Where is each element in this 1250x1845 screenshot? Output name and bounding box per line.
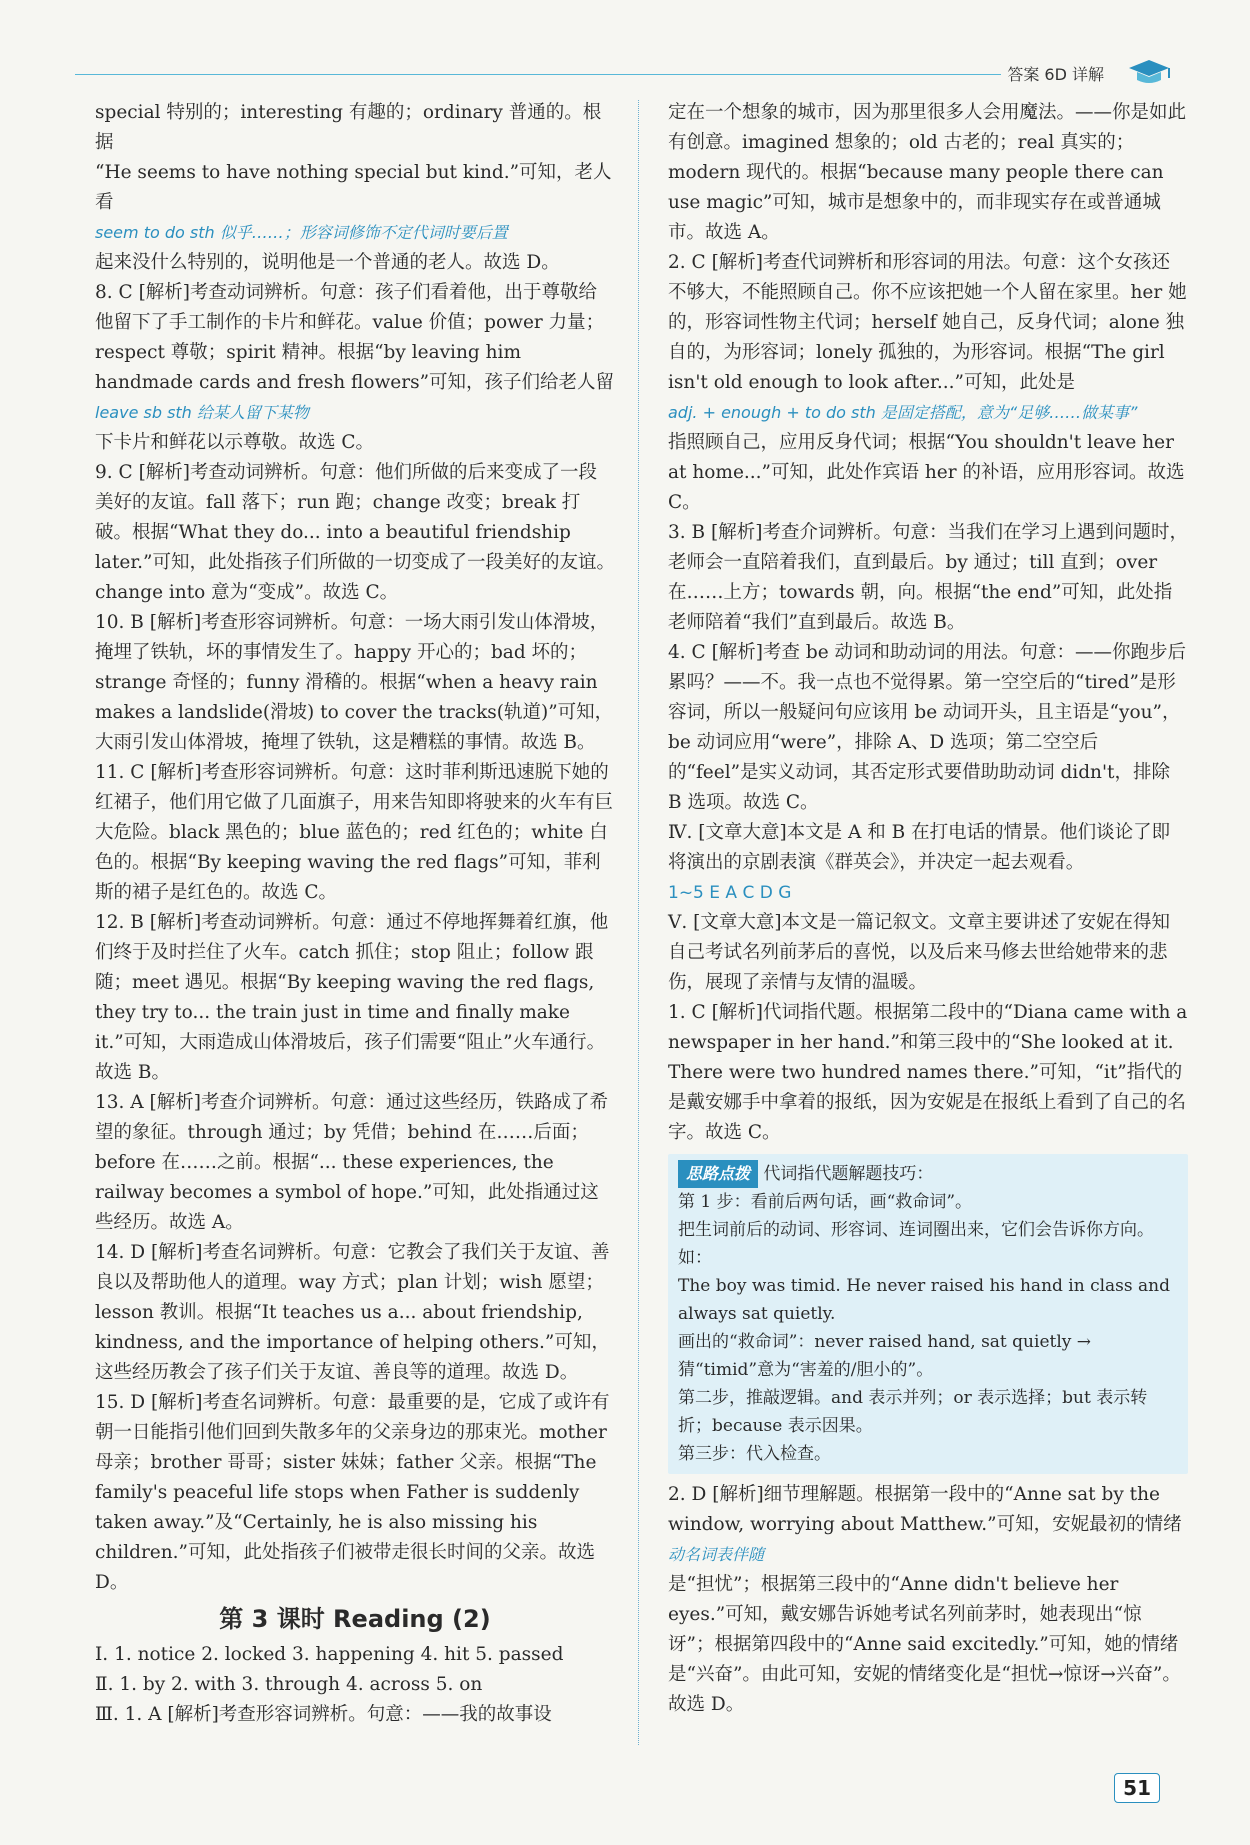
- page-number: 51: [1114, 1773, 1160, 1803]
- column-divider: [638, 100, 639, 1745]
- answer-V-2-cont: 是“担忧”；根据第三段中的“Anne didn't believe her eyes.”可知，戴安娜告诉她考试名列前茅时，她表现出“惊讶”；根据第四段中的“Anne said excitedly.”可知，她的情绪是“兴奋”。由此可知，安妮的情绪变化是“担忧→惊讶→兴奋”。故选 D。: [668, 1574, 1181, 1715]
- answers-IV-key: 1~5 E A C D G: [668, 883, 792, 903]
- left-note-0: seem to do sth 似乎……；形容词修饰不定代词时要后置: [95, 223, 508, 242]
- answer-10: 10. B [解析]考查形容词辨析。句意：一场大雨引发山体滑坡，掩埋了铁轨，坏的事情发生了。happy 开心的；bad 坏的；strange 奇怪的；funny 滑稽的。根据“when a heavy rain makes a landslide(滑坡) to cover the tracks(轨道)”可知，大雨引发山体滑坡，掩埋了铁轨，这是糟糕的事情。故选 B。: [95, 612, 614, 753]
- answer-15: 15. D [解析]考查名词辨析。句意：最重要的是，它成了或许有朝一日能指引他们回到失散多年的父亲身边的那束光。mother 母亲；brother 哥哥；sister 妹妹；father 父亲。根据“The family's peaceful life stops when Father is suddenly taken away.”及“Certainly, he is also missing his children.”可知，此处指孩子们被带走很长时间的父亲。故选 D。: [95, 1392, 610, 1593]
- answer-III-2: 2. C [解析]考查代词辨析和形容词的用法。句意：这个女孩还不够大，不能照顾自己。你不应该把她一个人留在家里。her 她的，形容词性物主代词；herself 她自己，反身代词；alone 独自的，为形容词；lonely 孤独的，为形容词。根据“The girl isn't old enough to look after...”可知，此处是: [668, 252, 1187, 393]
- answers-II: Ⅱ. 1. by 2. with 3. through 4. across 5. on: [95, 1674, 483, 1695]
- answer-9: 9. C [解析]考查动词辨析。句意：他们所做的后来变成了一段美好的友谊。fall 落下；run 跑；change 改变；break 打破。根据“What they do... into a beautiful friendship later.”可知，此处指孩子们所做的一切变成了一段美好的友谊。change into 意为“变成”。故选 C。: [95, 462, 615, 603]
- answer-11: 11. C [解析]考查形容词辨析。句意：这时菲利斯迅速脱下她的红裙子，他们用它做了几面旗子，用来告知即将驶来的火车有巨大危险。black 黑色的；blue 蓝色的；red 红色的；white 白色的。根据“By keeping waving the red flags”可知，菲利斯的裙子是红色的。故选 C。: [95, 762, 614, 903]
- tip-title: 代词指代题解题技巧：: [763, 1164, 934, 1184]
- tip-label: 思路点拨: [678, 1160, 758, 1188]
- tip-line: 第 1 步：看前后两句话，画“救命词”。: [678, 1192, 973, 1212]
- left-note-1: leave sb sth 给某人留下某物: [95, 403, 309, 422]
- tip-box: [668, 1154, 1188, 1474]
- header-rule: [75, 74, 1050, 75]
- left-line-6: 下卡片和鲜花以示尊敬。故选 C。: [95, 432, 375, 453]
- tip-line: 把生词前后的动词、形容词、连词圈出来，它们会告诉你方向。如：: [678, 1220, 1154, 1268]
- left-line-1: “He seems to have nothing special but kind.”可知，老人看: [95, 162, 612, 213]
- answers-III: Ⅲ. 1. A [解析]考查形容词辨析。句意：——我的故事设: [95, 1704, 552, 1725]
- answer-V-1: 1. C [解析]代词指代题。根据第二段中的“Diana came with a newspaper in her hand.”和第三段中的“She looked at it. There were two hundred names there.”可知，“it”指代的是戴安娜手中拿着的报纸，因为安妮是在报纸上看到了自己的名字。故选 C。: [668, 1002, 1188, 1143]
- right-note-1: 动名词表伴随: [668, 1545, 765, 1564]
- answer-III-4: 4. C [解析]考查 be 动词和助动词的用法。句意：——你跑步后累吗？——不。我一点也不觉得累。第一空空后的“tired”是形容词，所以一般疑问句应该用 be 动词开头，且主语是“you”，be 动词应用“were”，排除 A、D 选项；第二空空后的“feel”是实义动词，其否定形式要借助助动词 didn't，排除 B 选项。故选 C。: [668, 642, 1187, 813]
- answer-IV: Ⅳ. [文章大意]本文是 A 和 B 在打电话的情景。他们谈论了即将演出的京剧表演《群英会》，并决定一起去观看。: [668, 822, 1171, 873]
- answer-III-3: 3. B [解析]考查介词辨析。句意：当我们在学习上遇到问题时，老师会一直陪着我们，直到最后。by 通过；till 直到；over 在……上方；towards 朝，向。根据“the end”可知，此处指老师陪着“我们”直到最后。故选 B。: [668, 522, 1188, 633]
- tip-line: The boy was timid. He never raised his hand in class and always sat quietly.: [678, 1276, 1171, 1324]
- right-line-0: 定在一个想象的城市，因为那里很多人会用魔法。——你是如此有创意。imagined 想象的；old 古老的；real 真实的；modern 现代的。根据“because many people there can use magic”可知，城市是想象中的，而非现实存在或普通城市。故选 A。: [668, 102, 1187, 243]
- right-line-3: 指照顾自己，应用反身代词；根据“You shouldn't leave her at home...”可知，此处作宾语 her 的补语，应用形容词。故选 C。: [668, 432, 1185, 513]
- tip-line: 第三步：代入检查。: [678, 1444, 831, 1464]
- section-title: 第 3 课时 Reading (2): [219, 1605, 491, 1633]
- left-line-3: 起来没什么特别的，说明他是一个普通的老人。故选 D。: [95, 252, 560, 273]
- right-note-0: adj. + enough + to do sth 是固定搭配，意为“足够……做某事”: [668, 403, 1138, 422]
- left-line-0: special 特别的；interesting 有趣的；ordinary 普通的。根据: [95, 102, 602, 153]
- left-column: [95, 98, 615, 1730]
- answer-V-2: 2. D [解析]细节理解题。根据第一段中的“Anne sat by the window, worrying about Matthew.”可知，安妮最初的情绪: [668, 1484, 1182, 1535]
- answer-V: Ⅴ. [文章大意]本文是一篇记叙文。文章主要讲述了安妮在得知自己考试名列前茅后的喜悦，以及后来马修去世给她带来的悲伤，展现了亲情与友情的温暖。: [668, 912, 1171, 993]
- graduation-cap-icon: [1123, 58, 1175, 86]
- right-column: [668, 98, 1188, 1720]
- answer-13: 13. A [解析]考查介词辨析。句意：通过这些经历，铁路成了希望的象征。through 通过；by 凭借；behind 在……后面；before 在……之前。根据“... these experiences, the railway becomes a symbol of hope.”可知，此处指通过这些经历。故选 A。: [95, 1092, 608, 1233]
- answer-14: 14. D [解析]考查名词辨析。句意：它教会了我们关于友谊、善良以及帮助他人的道理。way 方式；plan 计划；wish 愿望；lesson 教训。根据“It teaches us a... about friendship, kindness, and the importance of helping others.”可知，这些经历教会了孩子们关于友谊、善良等的道理。故选 D。: [95, 1242, 610, 1383]
- answers-I: Ⅰ. 1. notice 2. locked 3. happening 4. hit 5. passed: [95, 1644, 564, 1665]
- header-title: 答案 6D 详解: [1001, 62, 1110, 85]
- tip-line: 第二步，推敲逻辑。and 表示并列；or 表示选择；but 表示转折；because 表示因果。: [678, 1388, 1148, 1436]
- tip-line: 画出的“救命词”：never raised hand, sat quietly → 猜“timid”意为“害羞的/胆小的”。: [678, 1332, 1092, 1380]
- answer-8: 8. C [解析]考查动词辨析。句意：孩子们看着他，出于尊敬给他留下了手工制作的卡片和鲜花。value 价值；power 力量；respect 尊敬；spirit 精神。根据“by leaving him handmade cards and fresh flowers”可知，孩子们给老人留: [95, 282, 615, 393]
- answer-12: 12. B [解析]考查动词辨析。句意：通过不停地挥舞着红旗，他们终于及时拦住了火车。catch 抓住；stop 阻止；follow 跟随；meet 遇见。根据“By keeping waving the red flags, they try to... the train just in time and finally make it.”可知，大雨造成山体滑坡后，孩子们需要“阻止”火车通行。故选 B。: [95, 912, 609, 1083]
